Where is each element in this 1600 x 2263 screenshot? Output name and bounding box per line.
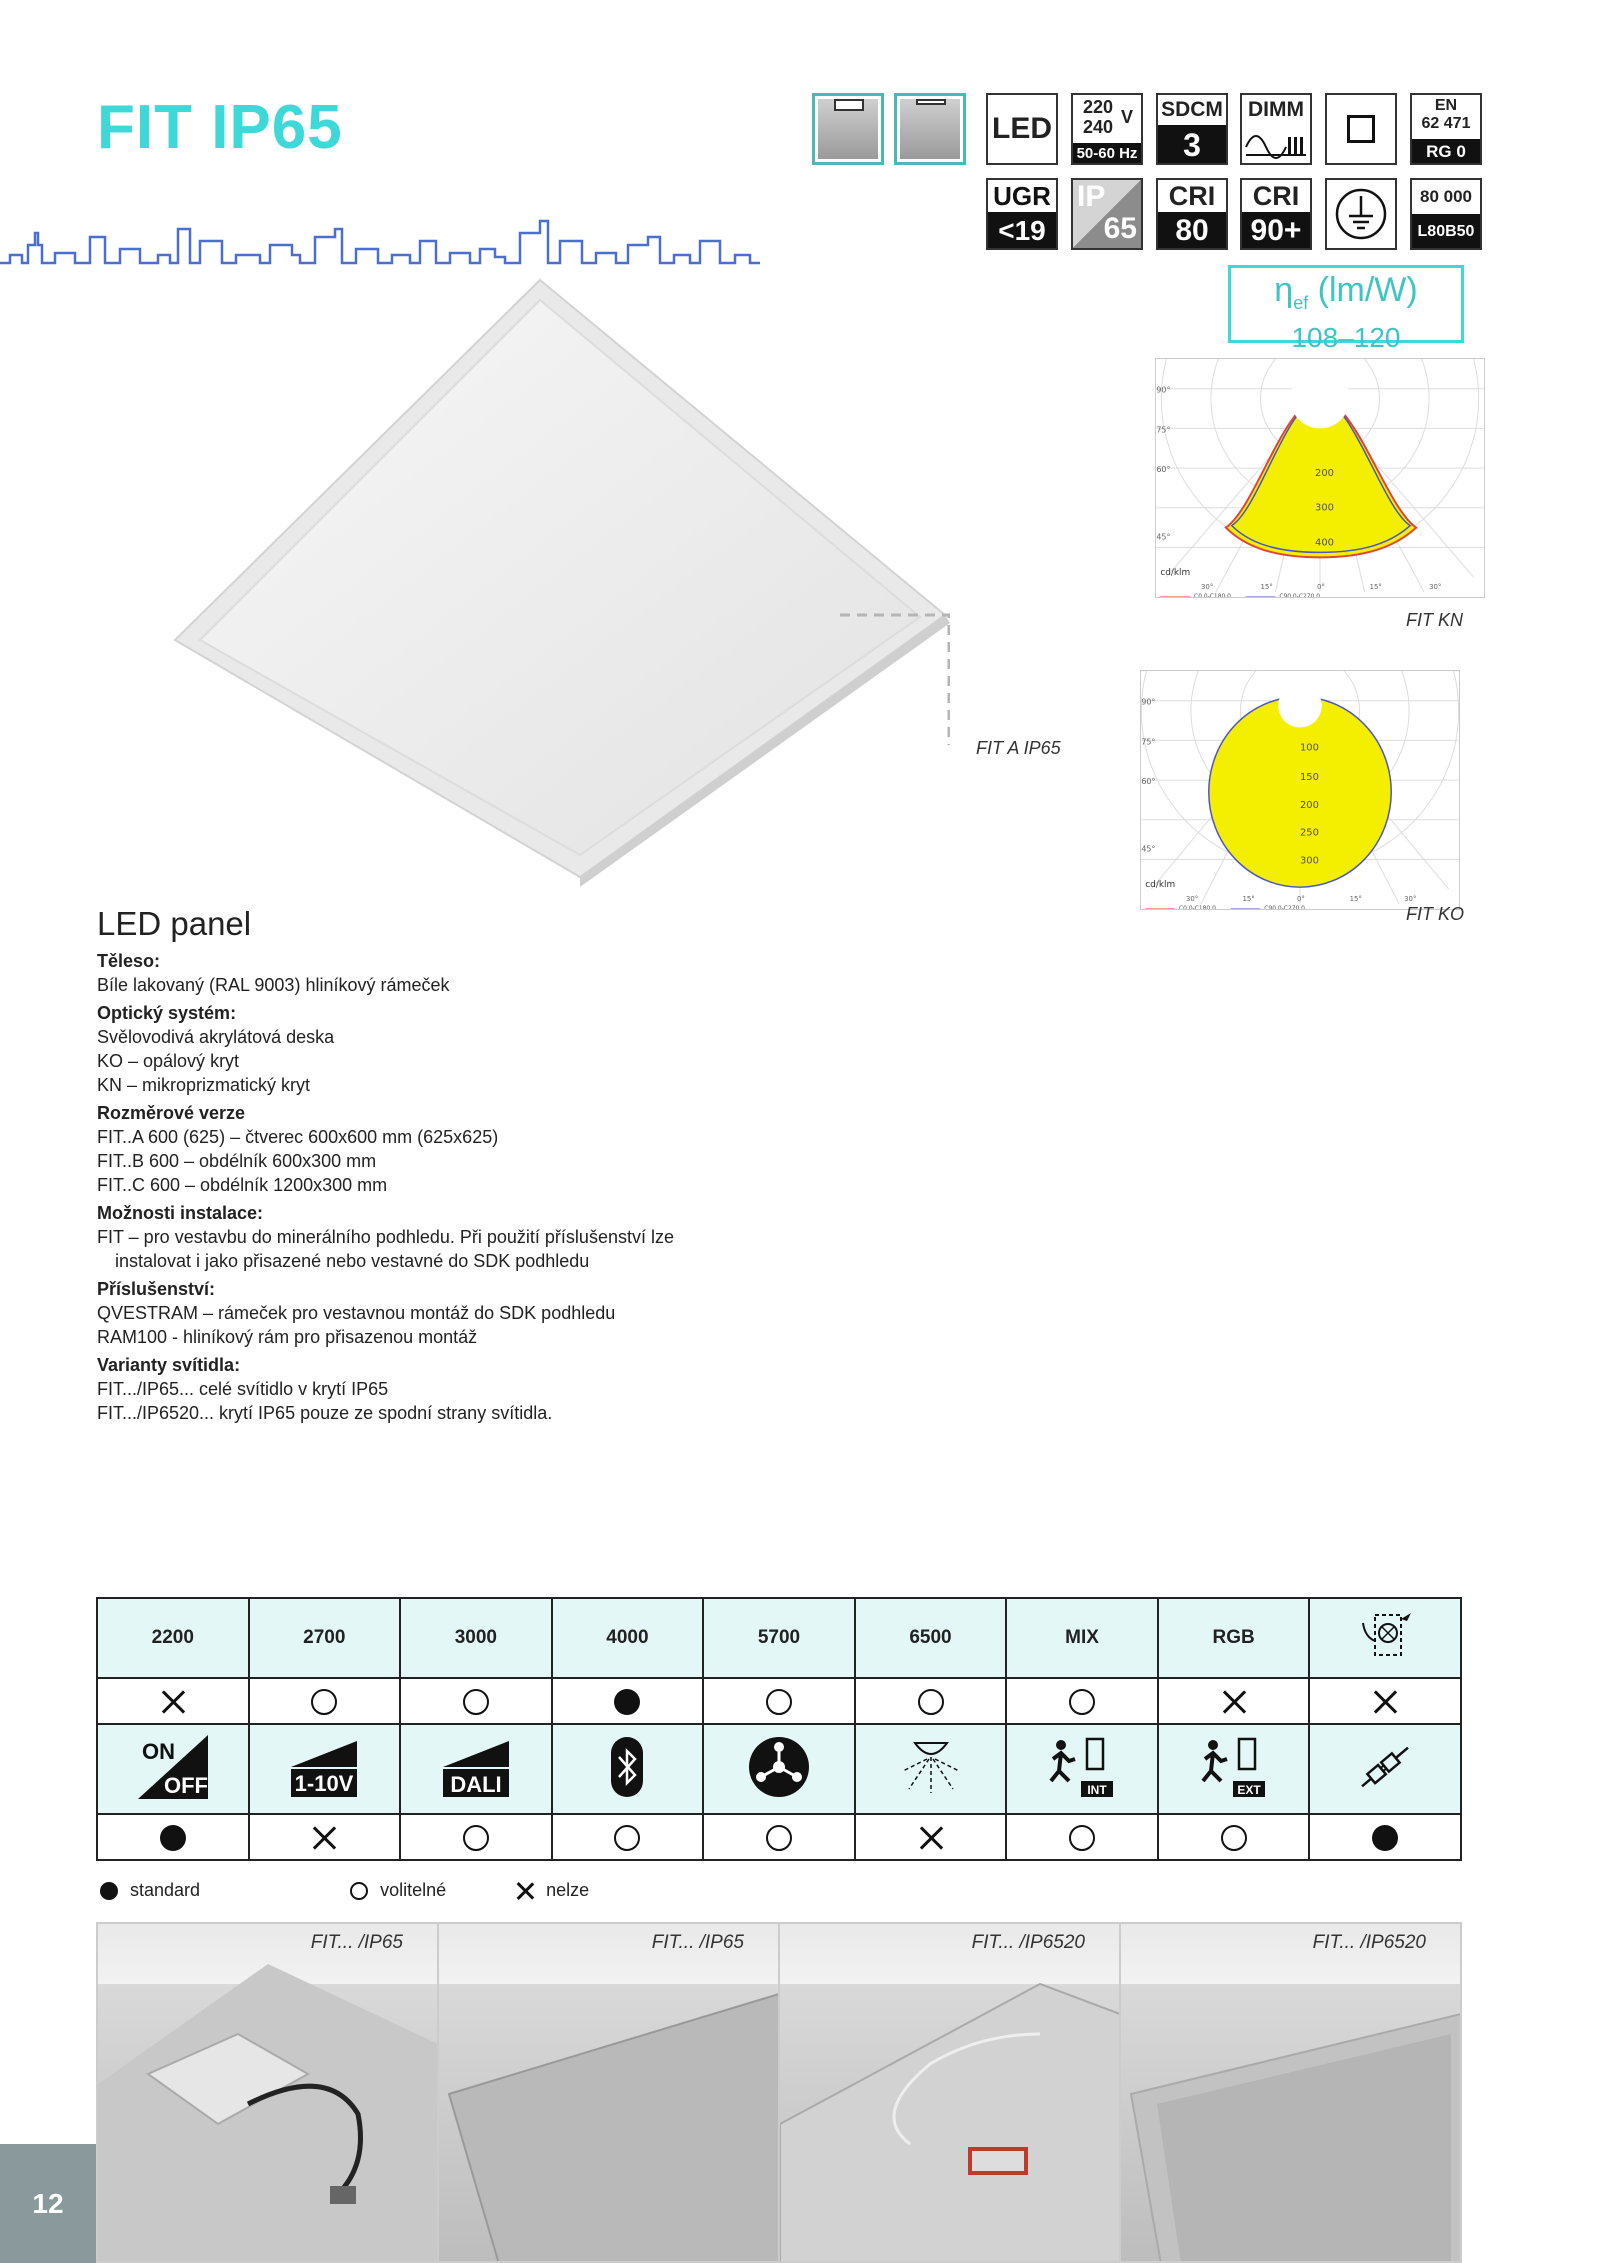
kn-ring-200: 200 bbox=[1315, 468, 1334, 480]
control-cell bbox=[855, 1724, 1007, 1814]
emergency-int-icon bbox=[1047, 1735, 1117, 1799]
desc-line: FIT..C 600 – obdélník 1200x300 mm bbox=[97, 1175, 388, 1195]
dali-label: DALI bbox=[450, 1771, 502, 1797]
tunable-lamp-cell bbox=[1309, 1598, 1461, 1678]
diagram-caption-kn: FIT KN bbox=[1406, 610, 1463, 630]
desc-sizes bbox=[97, 1101, 857, 1197]
photo-fit-ip65-back bbox=[96, 1922, 437, 2263]
emergency-ext-icon bbox=[1199, 1735, 1269, 1799]
controls-row bbox=[97, 1724, 1461, 1814]
symbol-legend bbox=[100, 1880, 659, 1901]
optional-icon bbox=[350, 1882, 368, 1900]
ko-unit: cd/klm bbox=[1145, 880, 1176, 891]
on-off-icon bbox=[138, 1735, 208, 1799]
kn-angle-60: 60° bbox=[1156, 465, 1171, 475]
efficiency-box bbox=[1228, 265, 1464, 353]
desc-line: FIT..A 600 (625) – čtverec 600x600 mm (625x625) bbox=[97, 1127, 499, 1147]
optional-icon bbox=[1221, 1825, 1247, 1851]
kn-legend-a: C0.0-C180.0 bbox=[1194, 592, 1231, 598]
photo-fit-ip65-front bbox=[437, 1922, 778, 2263]
kn-ring-300: 300 bbox=[1315, 502, 1334, 514]
mark-cell bbox=[1006, 1814, 1158, 1860]
options-table bbox=[96, 1597, 1462, 1861]
ko-ring-150: 150 bbox=[1300, 772, 1319, 784]
product-subtitle: LED panel bbox=[97, 905, 252, 942]
desc-line: FIT..B 600 – obdélník 600x300 mm bbox=[97, 1151, 377, 1171]
page-number: 12 bbox=[0, 2144, 96, 2263]
class-ii-icon bbox=[1325, 93, 1397, 165]
legend-none bbox=[516, 1880, 589, 1901]
desc-body bbox=[97, 949, 857, 997]
not-available-icon bbox=[1372, 1689, 1398, 1715]
desc-heading: Varianty svítidla: bbox=[97, 1355, 241, 1375]
mark-cell bbox=[1309, 1678, 1461, 1724]
control-cell bbox=[703, 1724, 855, 1814]
desc-line: KO – opálový kryt bbox=[97, 1051, 240, 1071]
voltage-icon: 220 240 V 50-60 Hz bbox=[1071, 93, 1143, 165]
control-cell bbox=[400, 1724, 552, 1814]
mark-cell bbox=[855, 1814, 1007, 1860]
panel-caption: FIT A IP65 bbox=[976, 738, 1061, 758]
mark-cell bbox=[703, 1678, 855, 1724]
optional-icon bbox=[1069, 1689, 1095, 1715]
kn-angle-75: 75° bbox=[1156, 425, 1171, 435]
mark-cell bbox=[400, 1678, 552, 1724]
optional-icon bbox=[766, 1825, 792, 1851]
kn-angle-45: 45° bbox=[1156, 532, 1171, 542]
control-cell bbox=[97, 1724, 249, 1814]
control-cell bbox=[249, 1724, 401, 1814]
photo-fit-ip6520-back bbox=[778, 1922, 1119, 2263]
kn-angle-b4: 15° bbox=[1369, 583, 1382, 592]
panel-frame-photo bbox=[1121, 1924, 1461, 2263]
efficiency-unit: (lm/W) bbox=[1308, 271, 1418, 309]
desc-line: FIT.../IP65... celé svítidlo v krytí IP65 bbox=[97, 1379, 389, 1399]
legend-standard-label: standard bbox=[130, 1880, 201, 1900]
ko-angle-b4: 15° bbox=[1349, 895, 1362, 904]
optional-icon bbox=[766, 1689, 792, 1715]
efficiency-range: 108–120 bbox=[1291, 321, 1401, 353]
photo-label: FIT... /IP65 bbox=[651, 1932, 744, 1953]
dimm-wave-icon bbox=[1242, 125, 1310, 163]
polar-diagram-kn bbox=[1155, 358, 1485, 598]
photo-label: FIT... /IP6520 bbox=[971, 1932, 1085, 1953]
standard-icon bbox=[100, 1882, 118, 1900]
led-panel-image bbox=[170, 275, 950, 895]
recessed-mount-icon bbox=[812, 93, 884, 165]
ko-legend-b: C90.0-C270.0 bbox=[1264, 904, 1305, 910]
mark-cell bbox=[552, 1678, 704, 1724]
mark-cell bbox=[400, 1814, 552, 1860]
optional-icon bbox=[463, 1825, 489, 1851]
control-marks-row bbox=[97, 1814, 1461, 1860]
legend-none-label: nelze bbox=[546, 1880, 590, 1900]
cct-6500: 6500 bbox=[855, 1598, 1007, 1678]
mark-cell bbox=[1309, 1814, 1461, 1860]
panel-driver-photo bbox=[780, 1924, 1119, 2263]
cct-2700: 2700 bbox=[249, 1598, 401, 1678]
mark-cell bbox=[1006, 1678, 1158, 1724]
not-available-icon bbox=[918, 1825, 944, 1851]
photo-label: FIT... /IP65 bbox=[310, 1932, 403, 1953]
off-text: OFF bbox=[163, 1772, 208, 1798]
dimming-1-10v-icon bbox=[289, 1735, 359, 1799]
dali-icon bbox=[441, 1735, 511, 1799]
product-description bbox=[97, 905, 857, 1429]
desc-optics bbox=[97, 1001, 857, 1097]
ko-ring-100: 100 bbox=[1300, 742, 1319, 754]
mark-cell bbox=[552, 1814, 704, 1860]
cri-80-icon: CRI 80 bbox=[1156, 178, 1228, 250]
desc-line: instalovat i jako přisazené nebo vestavné do SDK podhledu bbox=[115, 1251, 590, 1271]
standard-icon bbox=[1372, 1825, 1398, 1851]
ugr-icon: UGR <19 bbox=[986, 178, 1058, 250]
kn-ring-400: 400 bbox=[1315, 537, 1334, 549]
eta-subscript: ef bbox=[1293, 292, 1309, 313]
tunable-white-icon bbox=[1355, 1605, 1415, 1665]
kn-angle-b3: 0° bbox=[1317, 583, 1325, 592]
kn-angle-90: 90° bbox=[1156, 385, 1171, 395]
mark-cell bbox=[703, 1814, 855, 1860]
cct-2200: 2200 bbox=[97, 1598, 249, 1678]
lifetime-icon: 80 000 L80B50 bbox=[1410, 178, 1482, 250]
cct-4000: 4000 bbox=[552, 1598, 704, 1678]
ko-angle-b2: 15° bbox=[1242, 895, 1255, 904]
cct-rgb: RGB bbox=[1158, 1598, 1310, 1678]
optional-icon bbox=[1069, 1825, 1095, 1851]
cri-90-icon: CRI 90+ bbox=[1240, 178, 1312, 250]
ko-angle-b3: 0° bbox=[1297, 895, 1305, 904]
led-icon: LED bbox=[986, 93, 1058, 165]
desc-heading: Těleso: bbox=[97, 951, 161, 971]
ground-icon bbox=[1325, 178, 1397, 250]
optional-icon bbox=[311, 1689, 337, 1715]
optional-icon bbox=[614, 1825, 640, 1851]
desc-heading: Optický systém: bbox=[97, 1003, 237, 1023]
dimm-icon: DIMM bbox=[1240, 93, 1312, 165]
ko-ring-200: 200 bbox=[1300, 799, 1319, 811]
kn-angle-b5: 30° bbox=[1429, 583, 1442, 592]
desc-heading: Možnosti instalace: bbox=[97, 1203, 264, 1223]
legend-optional-label: volitelné bbox=[380, 1880, 447, 1900]
ko-angle-45: 45° bbox=[1141, 844, 1156, 854]
mark-cell bbox=[249, 1814, 401, 1860]
desc-line: FIT.../IP6520... krytí IP65 pouze ze spodní strany svítidla. bbox=[97, 1403, 553, 1423]
ko-ring-300: 300 bbox=[1300, 855, 1319, 867]
desc-line: Svělovodivá akrylátová deska bbox=[97, 1027, 335, 1047]
panel-back-photo bbox=[98, 1924, 437, 2263]
mark-cell bbox=[97, 1678, 249, 1724]
variant-photos bbox=[96, 1922, 1462, 2263]
ext-label: EXT bbox=[1236, 1782, 1261, 1797]
ko-legend-a: C0.0-C180.0 bbox=[1179, 904, 1216, 910]
desc-installation bbox=[97, 1201, 857, 1273]
desc-heading: Příslušenství: bbox=[97, 1279, 216, 1299]
ground-symbol-icon bbox=[1327, 180, 1395, 248]
mark-cell bbox=[97, 1814, 249, 1860]
mark-cell bbox=[1158, 1678, 1310, 1724]
desc-heading: Rozměrové verze bbox=[97, 1103, 246, 1123]
ko-angle-b5: 30° bbox=[1404, 895, 1417, 904]
control-cell bbox=[1158, 1724, 1310, 1814]
control-cell bbox=[1309, 1724, 1461, 1814]
control-cell bbox=[552, 1724, 704, 1814]
desc-line: Bíle lakovaný (RAL 9003) hliníkový rámeček bbox=[97, 975, 450, 995]
surface-mount-icon bbox=[894, 93, 966, 165]
not-available-icon bbox=[516, 1882, 534, 1900]
mark-cell bbox=[855, 1678, 1007, 1724]
desc-line: FIT – pro vestavbu do minerálního podhledu. Při použití příslušenství lze bbox=[97, 1227, 674, 1247]
legend-standard bbox=[100, 1880, 200, 1901]
desc-line: KN – mikroprizmatický kryt bbox=[97, 1075, 311, 1095]
on-text: ON bbox=[141, 1738, 175, 1764]
legend-optional bbox=[350, 1880, 446, 1901]
sdcm-icon: SDCM 3 bbox=[1156, 93, 1228, 165]
mark-cell bbox=[249, 1678, 401, 1724]
not-available-icon bbox=[311, 1825, 337, 1851]
desc-variants bbox=[97, 1353, 857, 1425]
desc-accessories bbox=[97, 1277, 857, 1349]
optional-icon bbox=[918, 1689, 944, 1715]
control-cell bbox=[1006, 1724, 1158, 1814]
diagram-caption-ko: FIT KO bbox=[1406, 904, 1464, 924]
kn-legend-b: C90.0-C270.0 bbox=[1279, 592, 1320, 598]
casambi-icon bbox=[747, 1735, 811, 1799]
kn-unit: cd/klm bbox=[1160, 568, 1191, 579]
not-available-icon bbox=[1221, 1689, 1247, 1715]
not-available-icon bbox=[160, 1689, 186, 1715]
ko-angle-90: 90° bbox=[1141, 697, 1156, 707]
quick-connector-icon bbox=[1353, 1735, 1417, 1799]
dim-label: 1-10V bbox=[294, 1770, 354, 1796]
optional-icon bbox=[463, 1689, 489, 1715]
panel-front-photo bbox=[439, 1924, 778, 2263]
ko-angle-b1: 30° bbox=[1185, 895, 1199, 904]
en-62471-icon: EN 62 471 RG 0 bbox=[1410, 93, 1482, 165]
standard-icon bbox=[614, 1689, 640, 1715]
ko-ring-250: 250 bbox=[1300, 827, 1319, 839]
ip65-icon: IP 65 bbox=[1071, 178, 1143, 250]
kn-angle-b1: 30° bbox=[1201, 583, 1214, 592]
int-label: INT bbox=[1087, 1782, 1107, 1797]
motion-sensor-icon bbox=[899, 1735, 963, 1799]
kn-angle-b2: 15° bbox=[1260, 583, 1273, 592]
ko-angle-75: 75° bbox=[1141, 737, 1156, 747]
bluetooth-icon bbox=[607, 1735, 647, 1799]
photo-label: FIT... /IP6520 bbox=[1312, 1932, 1426, 1953]
desc-line: RAM100 - hliníkový rám pro přisazenou montáž bbox=[97, 1327, 478, 1347]
photo-fit-ip6520-front bbox=[1119, 1922, 1462, 2263]
color-marks-row bbox=[97, 1678, 1461, 1724]
color-temperature-row bbox=[97, 1598, 1461, 1678]
cct-5700: 5700 bbox=[703, 1598, 855, 1678]
ko-angle-60: 60° bbox=[1141, 777, 1156, 787]
cct-mix: MIX bbox=[1006, 1598, 1158, 1678]
standard-icon bbox=[160, 1825, 186, 1851]
eta-symbol: η bbox=[1274, 271, 1294, 309]
page-title: FIT IP65 bbox=[97, 93, 343, 162]
mark-cell bbox=[1158, 1814, 1310, 1860]
desc-line: QVESTRAM – rámeček pro vestavnou montáž do SDK podhledu bbox=[97, 1303, 616, 1323]
polar-diagram-ko bbox=[1140, 670, 1460, 910]
cct-3000: 3000 bbox=[400, 1598, 552, 1678]
